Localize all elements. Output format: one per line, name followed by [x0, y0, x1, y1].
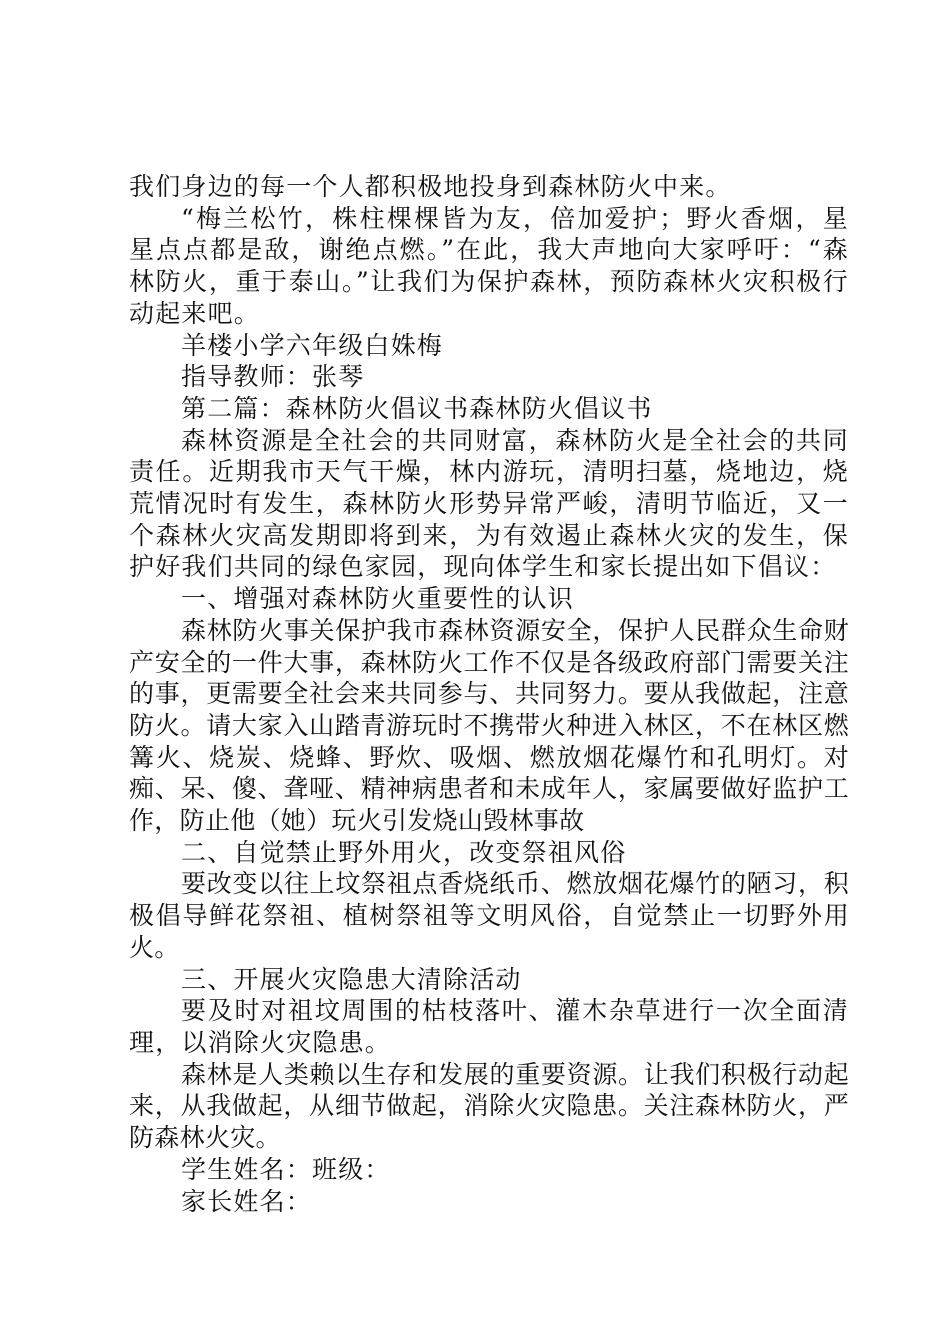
- field-student-name-class: 学生姓名：班级：: [181, 1154, 391, 1184]
- heading-point-two: 二、自觉禁止野外用火，改变祭祖风俗: [181, 837, 627, 867]
- paragraph-teacher: 指导教师：张琴: [181, 362, 365, 392]
- paragraph-point-one: 森林防火事关保护我市森林资源安全，保护人民群众生命财产安全的一件大事，森林防火工作不仅是各级政府部门需要关注的事，更需要全社会来共同参与、共同努力。要从我做起，注意防火。请大家入山踏青游玩时不携带火种进入林区，不在林区燃篝火、烧炭、烧蜂、野炊、吸烟、燃放烟花爆竹和孔明灯。对痴、呆、傻、聋哑、精神病患者和未成年人，家属要做好监护工作，防止他（她）玩火引发烧山毁林事故: [129, 615, 849, 836]
- heading-point-one: 一、增强对森林防火重要性的认识: [181, 584, 575, 614]
- paragraph-author: 羊楼小学六年级白姝梅: [181, 330, 444, 360]
- paragraph-point-two: 要改变以往上坟祭祖点香烧纸币、燃放烟花爆竹的陋习，积极倡导鲜花祭祖、植树祭祖等文明风俗，自觉禁止一切野外用火。: [129, 869, 849, 962]
- paragraph-intro: 森林资源是全社会的共同财富，森林防火是全社会的共同责任。近期我市天气干燥，林内游玩，清明扫墓，烧地边，烧荒情况时有发生，森林防火形势异常严峻，清明节临近，又一个森林火灾高发期即将到来，为有效遏止森林火灾的发生，保护好我们共同的绿色家园，现向体学生和家长提出如下倡议：: [129, 425, 849, 582]
- paragraph-slogan: “梅兰松竹，株柱棵棵皆为友，倍加爱护；野火香烟，星星点点都是敌，谢绝点燃。”在此，我大声地向大家呼吁：“森林防火，重于泰山。”让我们为保护森林，预防森林火灾积极行动起来吧。: [129, 203, 849, 328]
- document-body: [129, 171, 849, 1217]
- field-parent-name: 家长姓名：: [181, 1186, 313, 1216]
- paragraph-conclusion: 森林是人类赖以生存和发展的重要资源。让我们积极行动起来，从我做起，从细节做起，消除火灾隐患。关注森林防火，严防森林火灾。: [129, 1059, 849, 1153]
- heading-point-three: 三、开展火灾隐患大清除活动: [181, 964, 522, 994]
- section-heading-second: 第二篇：森林防火倡议书森林防火倡议书: [181, 393, 653, 423]
- paragraph-point-three: 要及时对祖坟周围的枯枝落叶、灌木杂草进行一次全面清理，以消除火灾隐患。: [129, 996, 849, 1057]
- paragraph-closing-line: 我们身边的每一个人都积极地投身到森林防火中来。: [129, 172, 732, 201]
